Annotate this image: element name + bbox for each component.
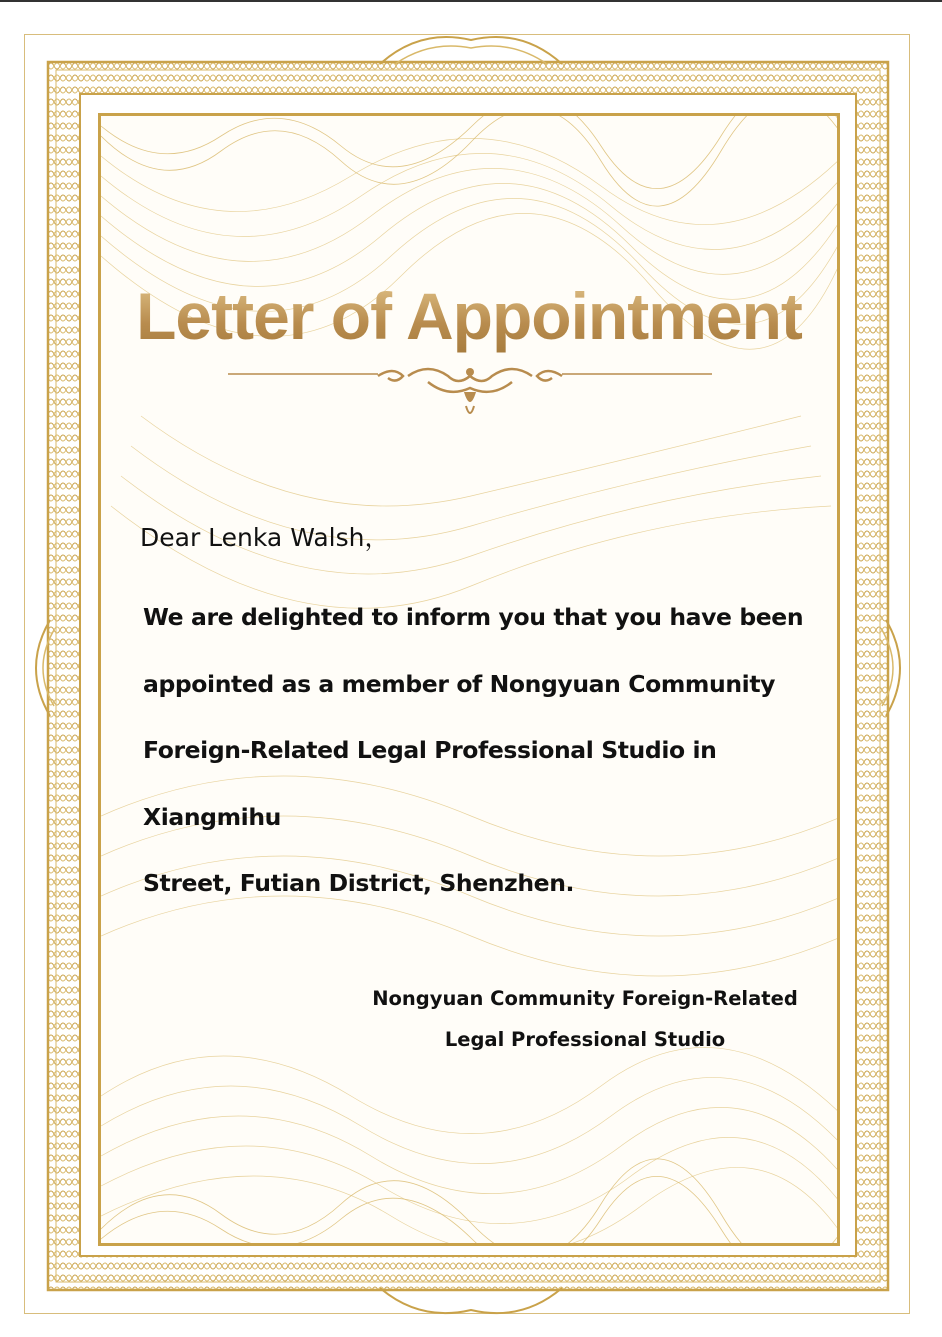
letter-body (143, 584, 808, 917)
signature-line: Legal Professional Studio (444, 1028, 726, 1051)
body-line: Foreign-Related Legal Professional Studio in Xiangmihu (143, 736, 717, 831)
salutation: Dear Lenka Walsh， (140, 523, 390, 552)
body-line: Street, Futian District, Shenzhen. (143, 869, 575, 897)
scroll-flourish-divider-icon (228, 362, 712, 426)
body-line: appointed as a member of Nongyuan Community (143, 669, 776, 698)
signature-line: Nongyuan Community Foreign-Related (372, 987, 798, 1010)
document-title: Letter of Appointment (98, 278, 840, 354)
body-line: We are delighted to inform you that you have been (143, 603, 804, 631)
signature-block (360, 978, 810, 1060)
